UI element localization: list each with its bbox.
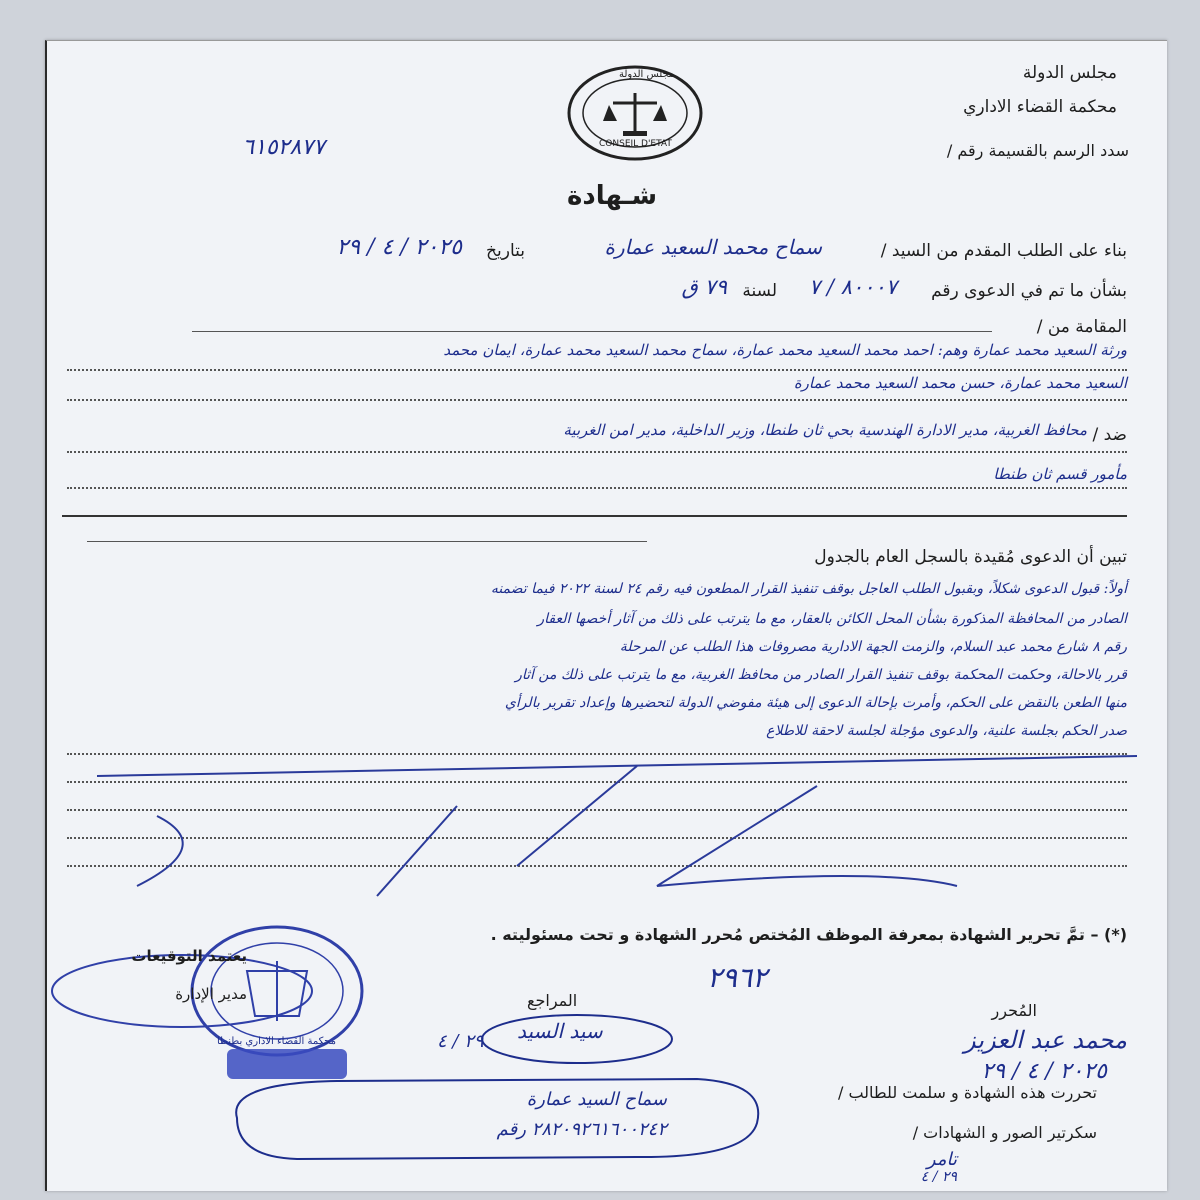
serial-number: ٢٩٦٢ (707, 961, 768, 994)
recipient-name: سماح السيد عمارة (526, 1089, 667, 1110)
register-line-4: قرر بالاحالة، وحكمت المحكمة بوقف تنفيذ القرار الصادر من محافظ الغربية، مع ما يترتب على ذلك من آثار (515, 667, 1127, 683)
defendants-line-1: محافظ الغربية، مدير الادارة الهندسية بحي ثان طنطا، وزير الداخلية، مدير امن الغربية (563, 421, 1087, 439)
director-label: مدير الإدارة (175, 985, 247, 1003)
secretary-signature: تامر (926, 1149, 957, 1170)
request-label: بناء على الطلب المقدم من السيد / (880, 241, 1127, 261)
delivery-oval-icon (217, 1073, 777, 1163)
case-year-label: لسنة (742, 281, 777, 301)
stamp-label: يعتمد التوقيعات (131, 947, 247, 965)
reviewer-date: ٢٩ / ٤ (437, 1031, 484, 1052)
register-line-5: منها الطعن بالنقض على الحكم، وأمرت بإحالة الدعوى إلى هيئة مفوضي الدولة لتحضيرها وإعداد تقرير بالرأي (504, 695, 1127, 711)
plaintiffs-label: المقامة من / (1036, 317, 1127, 337)
case-number: ٨٠٠٠٧ / ٧ (808, 275, 897, 299)
recipient-id: ٢٨٢٠٩٢٦١٦٠٠٢٤٢ رقم (496, 1119, 667, 1140)
writer-label: المُحرر (991, 1001, 1037, 1020)
writer-date: ٢٠٢٥ / ٤ / ٢٩ (981, 1059, 1107, 1084)
court-name: محكمة القضاء الاداري (963, 97, 1117, 117)
defendants-line-2: مأمور قسم ثان طنطا (993, 465, 1127, 483)
fee-label: سدد الرسم بالقسيمة رقم / (946, 141, 1129, 160)
stamp-text: محكمة القضاء الاداري بطنطا (217, 1036, 336, 1047)
org-name: مجلس الدولة (1022, 63, 1117, 83)
document-title: شـهادة (567, 181, 658, 211)
secretary-date: ٢٩ / ٤ (920, 1169, 957, 1185)
requester-name: سماح محمد السعيد عمارة (604, 235, 822, 259)
register-line-1: أولاً: قبول الدعوى شكلاً، وبقبول الطلب العاجل بوقف تنفيذ القرار المطعون فيه رقم ٢٤ لسنة ٢٠٢٢ فيما تضمنه (490, 581, 1127, 597)
case-label: بشأن ما تم في الدعوى رقم (931, 281, 1127, 301)
register-line-2: الصادر من المحافظة المذكورة بشأن المحل الكائن بالعقار، مع ما يترتب على ذلك من آثار أخصها العقار (537, 611, 1127, 627)
case-year: ٧٩ ق (681, 275, 727, 299)
responsibility-note: (*) – تمَّ تحرير الشهادة بمعرفة الموظف المُختص مُحرر الشهادة و تحت مسئوليته . (490, 925, 1127, 944)
request-date: ٢٠٢٥ / ٤ / ٢٩ (336, 235, 462, 260)
delivery-label: تحررت هذه الشهادة و سلمت للطالب / (837, 1083, 1097, 1102)
reviewer-signature: سيد السيد (517, 1019, 603, 1043)
fee-number: ٦١٥٢٨٧٧ (242, 135, 325, 160)
plaintiffs-line-1: ورثة السعيد محمد عمارة وهم: احمد محمد السعيد محمد عمارة، سماح محمد السعيد محمد عمارة، ايمان محمد (443, 341, 1127, 359)
register-line-6: صدر الحكم بجلسة علنية، والدعوى مؤجلة لجلسة لاحقة للاطلاع (766, 723, 1127, 739)
writer-signature: محمد عبد العزيز (964, 1026, 1127, 1054)
request-date-label: بتاريخ (486, 241, 525, 261)
certificate-sheet (45, 40, 1167, 1191)
secretary-label: سكرتير الصور و الشهادات / (912, 1123, 1097, 1142)
cancel-strokes-icon (77, 746, 1157, 906)
plaintiffs-line-2: السعيد محمد عمارة، حسن محمد السعيد محمد عمارة (793, 374, 1127, 392)
reviewer-label: المراجع (527, 991, 578, 1010)
register-label: تبين أن الدعوى مُقيدة بالسجل العام بالجدول (814, 547, 1127, 567)
seal-bottom-text: CONSEIL D'ETAT (599, 139, 672, 149)
defendants-label: ضد / (1092, 425, 1127, 445)
register-line-3: رقم ٨ شارع محمد عبد السلام، والزمت الجهة الادارية مصروفات هذا الطلب عن المرحلة (619, 639, 1127, 655)
seal-top-text: مجلس الدولة (619, 69, 675, 80)
